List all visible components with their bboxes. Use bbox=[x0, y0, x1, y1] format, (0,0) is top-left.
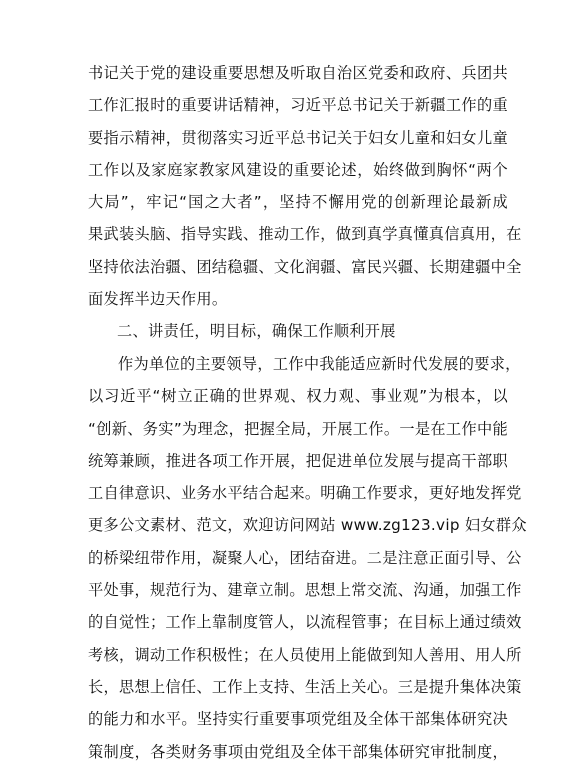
paragraph-line: 平处事，规范行为、建章立制。思想上常交流、沟通，加强工作 bbox=[88, 581, 522, 600]
paragraph-line: 的能力和水平。坚持实行重要事项党组及全体干部集体研究决 bbox=[88, 710, 508, 729]
paragraph-line: 的桥梁纽带作用，凝聚人心，团结奋进。二是注意正面引导、公 bbox=[88, 548, 522, 567]
paragraph-line: 以习近平“树立正确的世界观、权力观、事业观”为根本，以 bbox=[88, 387, 508, 406]
paragraph-line: 工作以及家庭家教家风建设的重要论述，始终做到胸怀“两个 bbox=[88, 160, 508, 179]
paragraph-line: 面发挥半边天作用。 bbox=[88, 290, 228, 309]
paragraph-line: 的自觉性；工作上靠制度管人，以流程管事；在目标上通过绩效 bbox=[88, 613, 522, 632]
section-heading bbox=[88, 315, 508, 347]
paragraph-line: 作为单位的主要领导，工作中我能适应新时代发展的要求， bbox=[118, 355, 521, 373]
paragraph-line: 工自律意识、业务水平结合起来。明确工作要求，更好地发挥党 bbox=[88, 484, 522, 503]
paragraph-line: 果武装头脑、指导实践、推动工作，做到真学真懂真信真用，在 bbox=[88, 225, 522, 244]
paragraph-2 bbox=[88, 348, 527, 768]
paragraph-line: 大局”，牢记“国之大者”，坚持不懈用党的创新理论最新成 bbox=[88, 193, 508, 212]
paragraph-line: 要指示精神，贯彻落实习近平总书记关于妇女儿童和妇女儿童 bbox=[88, 128, 508, 147]
section-heading-text: 二、讲责任，明目标，确保工作顺利开展 bbox=[117, 322, 396, 340]
paragraph-line: 考核，调动工作积极性；在人员使用上能做到知人善用、用人所 bbox=[88, 645, 522, 664]
paragraph-line: 统筹兼顾，推进各项工作开展，把促进单位发展与提高干部职 bbox=[88, 451, 508, 470]
paragraph-line: 更多公文素材、范文，欢迎访问网站 www.zg123.vip 妇女群众 bbox=[88, 516, 527, 535]
paragraph-line: 书记关于党的建设重要思想及听取自治区党委和政府、兵团共 bbox=[88, 64, 508, 82]
paragraph-1 bbox=[88, 57, 522, 315]
paragraph-line: 策制度，各类财务事项由党组及全体干部集体研究审批制度， bbox=[88, 742, 508, 761]
paragraph-line: 长，思想上信任、工作上支持、生活上关心。三是提升集体决策 bbox=[88, 677, 522, 696]
paragraph-line: “创新、务实”为理念，把握全局，开展工作。一是在工作中能 bbox=[88, 419, 508, 438]
paragraph-line: 工作汇报时的重要讲话精神，习近平总书记关于新疆工作的重 bbox=[88, 96, 508, 115]
paragraph-line: 坚持依法治疆、团结稳疆、文化润疆、富民兴疆、长期建疆中全 bbox=[88, 257, 522, 276]
